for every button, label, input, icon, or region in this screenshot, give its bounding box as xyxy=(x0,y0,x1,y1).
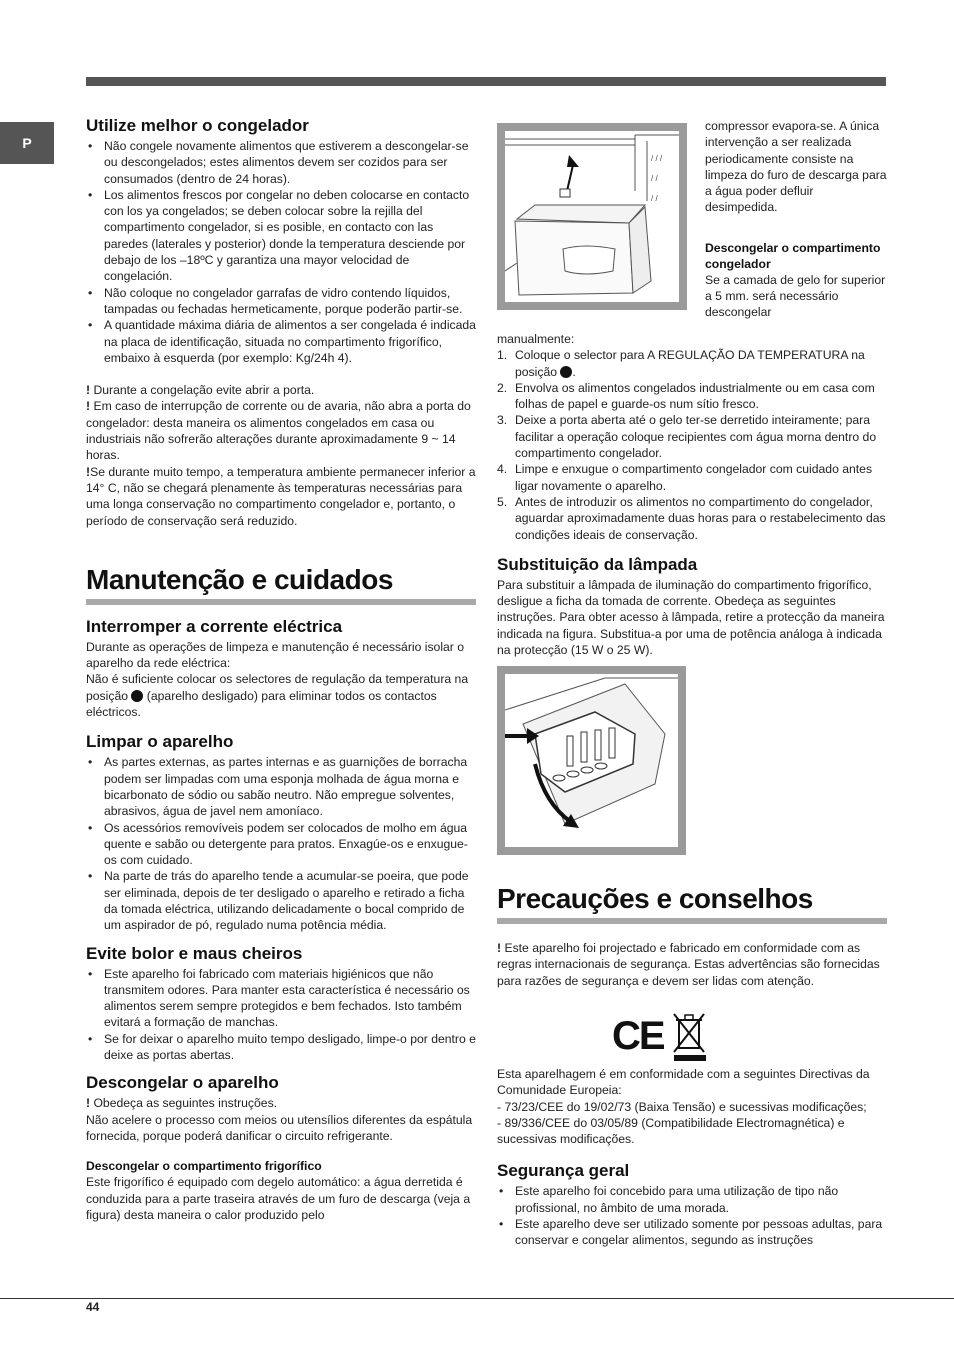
step-text: Coloque o selector para A REGULAÇÃO DA TEMPERATURA na posição xyxy=(515,348,865,379)
list-item: • Não congele novamente alimentos que estiverem a descongelar-se ou descongelados; estes alimentos devem ser cozidos para ser consumados (dentro de 24 horas). xyxy=(86,138,476,187)
precautions-section xyxy=(497,882,887,989)
lamp-title: Substituição da lâmpada xyxy=(497,554,698,574)
list-item xyxy=(497,347,887,380)
list-item xyxy=(497,494,887,543)
right-column xyxy=(497,331,887,658)
step-text: Deixe a porta aberta até o gelo ter-se derretido inteiramente; para facilitar a operação coloque recipientes com água morna dentro do compartimento congelador. xyxy=(515,413,877,461)
step-number: 1. xyxy=(497,348,508,363)
safety-title: Segurança geral xyxy=(497,1161,630,1181)
left-column xyxy=(86,116,476,1223)
directives-section xyxy=(497,1066,887,1249)
list-item: • Se for deixar o aparelho muito tempo desligado, limpe-o por dentro e deixe as portas abertas. xyxy=(86,1031,476,1064)
warning-text: Em caso de interrupção de corrente ou de avaria, não abra a porta do congelador: desta maneira os alimentos congelados em casa ou industriais não sofrerão alterações durante aproximadamente 9 ~ 14 horas. xyxy=(86,399,471,463)
precautions-title: Precauções e conselhos xyxy=(497,882,887,924)
power-text-b: (aparelho desligado) para eliminar todos os contactos eléctricos. xyxy=(86,688,437,720)
top-rule xyxy=(86,77,886,86)
defrost-freezer-title: Descongelar o compartimento congelador xyxy=(705,240,881,271)
list-item: • A quantidade máxima diária de alimentos a ser congelada é indicada na placa de identificação, situada no compartimento frigorífico, embaixo à esquerda (por exemplo: Kg/24h 4). xyxy=(86,317,476,366)
step-number: 3. xyxy=(497,413,508,428)
step-number: 5. xyxy=(497,494,508,509)
power-text-2 xyxy=(86,671,476,720)
lamp-text: Para substituir a lâmpada de iluminação do compartimento frigorífico, desligue a ficha da tomada de corrente. Obedeça as seguintes instruções. Para obter acesso à lâmpada, retire a protecção da maneira indicada na figura. Substitua-a por uma de potência análoga à indicada na protecção (15 W o 25 W). xyxy=(497,577,885,658)
warning-2 xyxy=(86,398,476,463)
safety-bullets xyxy=(497,1183,887,1248)
mold-bullets xyxy=(86,966,476,1064)
footer-rule xyxy=(0,1298,954,1299)
freezer-bullets xyxy=(86,138,476,366)
warning-text: Durante a congelação evite abrir a porta. xyxy=(93,383,315,398)
page-number: 44 xyxy=(86,1300,100,1314)
step-text: Limpe e enxugue o compartimento congelador com cuidado antes ligar novamente o aparelho. xyxy=(515,462,873,493)
defrost-text-1-body: Obedeça as seguintes instruções. xyxy=(93,1096,278,1111)
power-text-a: Não é suficiente colocar os selectores de regulação da temperatura na posição xyxy=(86,672,469,703)
defrost-steps xyxy=(497,347,887,543)
defrost-fridge-title: Descongelar o compartimento frigorífico xyxy=(86,1159,322,1174)
warning-3 xyxy=(86,464,476,529)
precautions-text xyxy=(497,940,887,989)
conformity-marks xyxy=(612,1012,708,1062)
list-item: • Não coloque no congelador garrafas de vidro contendo líquidos, tampadas ou fechadas hermeticamente, porque poderão partir-se. xyxy=(86,285,476,318)
list-item: • Los alimentos frescos por congelar no deben colocarse en contacto con los ya congelados; se deben colocar sobre la rejilla del compartimento congelador, si es posible, en contacto con las paredes (laterales y posterior) donde la temperatura desciende por debajo de los –18ºC y garantiza una mayor velocidad de congelación. xyxy=(86,187,476,285)
list-item xyxy=(497,412,887,461)
step-text-end: . xyxy=(572,364,576,379)
off-position-icon xyxy=(131,690,143,702)
defrost-text-2: Não acelere o processo com meios ou utensílios diferentes da espátula fornecida, porque poderá danificar o circuito refrigerante. xyxy=(86,1112,473,1143)
warning-1 xyxy=(86,382,476,398)
warning-mark: ! xyxy=(86,383,91,398)
compressor-text: compressor evapora-se. A única intervenção a ser realizada periodicamente consiste na limpeza do furo de descarga para a água poder defluir desimpedida. xyxy=(705,119,887,215)
weee-bin-icon xyxy=(672,1012,708,1062)
maintenance-title: Manutenção e cuidados xyxy=(86,563,476,605)
freezer-drawer-figure xyxy=(497,123,687,310)
lamp-cover-figure xyxy=(497,666,686,855)
svg-text:/ /: / / xyxy=(651,174,658,183)
directives-text-2: - 73/23/CEE do 19/02/73 (Baixa Tensão) e sucessivas modificações; xyxy=(497,1099,867,1114)
step-number: 4. xyxy=(497,462,508,477)
list-item: • Os acessórios removíveis podem ser colocados de molho em água quente e sabão ou detergente para pratos. Enxagúe-os e enxugue-os com cuidado. xyxy=(86,820,476,869)
step-text: Envolva os alimentos congelados industrialmente ou em casa com folhas de papel e guarde-os num sítio fresco. xyxy=(515,380,875,412)
clean-bullets xyxy=(86,754,476,933)
warning-mark: ! xyxy=(86,464,91,479)
step-number: 2. xyxy=(497,380,508,395)
warning-mark: ! xyxy=(86,1096,91,1111)
list-item: • As partes externas, as partes internas e as guarnições de borracha podem ser limpadas com uma esponja molhada de água morna e bicarbonato de sódio ou sabão neutro. Não empregue solventes, abrasivos, água de javel nem amoníaco. xyxy=(86,754,476,819)
freezer-drawer-illustration xyxy=(505,131,679,302)
right-top-text xyxy=(705,118,887,321)
language-tab-label: P xyxy=(22,135,32,151)
list-item: • Este aparelho foi concebido para uma utilização de tipo não profissional, no âmbito de uma morada. xyxy=(497,1183,887,1216)
directives-text-1: Esta aparelhagem é em conformidade com a seguintes Directivas da Comunidade Europeia: xyxy=(497,1067,870,1098)
defrost-text-1 xyxy=(86,1095,476,1111)
list-item xyxy=(497,461,887,494)
list-item xyxy=(497,380,887,413)
defrost-title: Descongelar o aparelho xyxy=(86,1073,279,1093)
lamp-cover-illustration xyxy=(505,674,678,847)
step-text: Antes de introduzir os alimentos no compartimento do congelador, aguardar aproximadamente duas horas para o restabelecimento das condições ideais de conservação. xyxy=(515,494,886,542)
svg-text:/ / /: / / / xyxy=(651,154,663,163)
precautions-text-body: Este aparelho foi projectado e fabricado em conformidade com as regras internacionais de segurança. Estas advertências são fornecidas para razões de segurança e devem ser lidas com atenção. xyxy=(497,941,880,988)
power-text-1: Durante as operações de limpeza e manutenção é necessário isolar o aparelho da rede eléctrica: xyxy=(86,639,465,671)
defrost-fridge-text: Este frigorífico é equipado com degelo automático: a água derretida é conduzida para a parte traseira através de um furo de descarga (veja a figura) desta maneira o calor produzido pelo xyxy=(86,1175,471,1222)
manual-label: manualmente: xyxy=(497,332,575,346)
list-item: • Este aparelho foi fabricado com materiais higiénicos que não transmitem odores. Para manter esta característica é necessário os alimentos serem sempre protegidos e bem fechados. Isto também evitará a formação de manchas. xyxy=(86,966,476,1031)
list-item: • Na parte de trás do aparelho tende a acumular-se poeira, que pode ser eliminada, depois de ter desligado o aparelho e retirado a ficha da tomada eléctrica, utilizando delicadamente o bocal comprido de um aspirador de pó, regulado numa potência média. xyxy=(86,868,476,933)
power-title: Interromper a corrente eléctrica xyxy=(86,616,343,636)
list-item: • Este aparelho deve ser utilizado somente por pessoas adultas, para conservar e congelar alimentos, segundo as instruções xyxy=(497,1216,887,1249)
freezer-title: Utilize melhor o congelador xyxy=(86,116,309,135)
warning-text: Se durante muito tempo, a temperatura ambiente permanecer inferior a 14° C, não se chegará plenamente às temperaturas necessárias para uma longa conservação no compartimento congelador e, portanto, o período de conservação será reduzido. xyxy=(86,464,476,528)
warning-mark: ! xyxy=(497,941,502,955)
warning-mark: ! xyxy=(86,399,91,414)
ce-mark-icon: CE xyxy=(612,1014,664,1058)
mold-title: Evite bolor e maus cheiros xyxy=(86,943,303,963)
clean-title: Limpar o aparelho xyxy=(86,732,234,752)
defrost-freezer-text: Se a camada de gelo for superior a 5 mm. será necessário descongelar xyxy=(705,272,886,320)
svg-text:/ /: / / xyxy=(651,194,658,203)
off-position-icon xyxy=(560,366,572,378)
directives-text-3: - 89/336/CEE do 03/05/89 (Compatibilidade Electromagnética) e sucessivas modificações. xyxy=(497,1115,845,1147)
language-tab xyxy=(0,122,54,164)
